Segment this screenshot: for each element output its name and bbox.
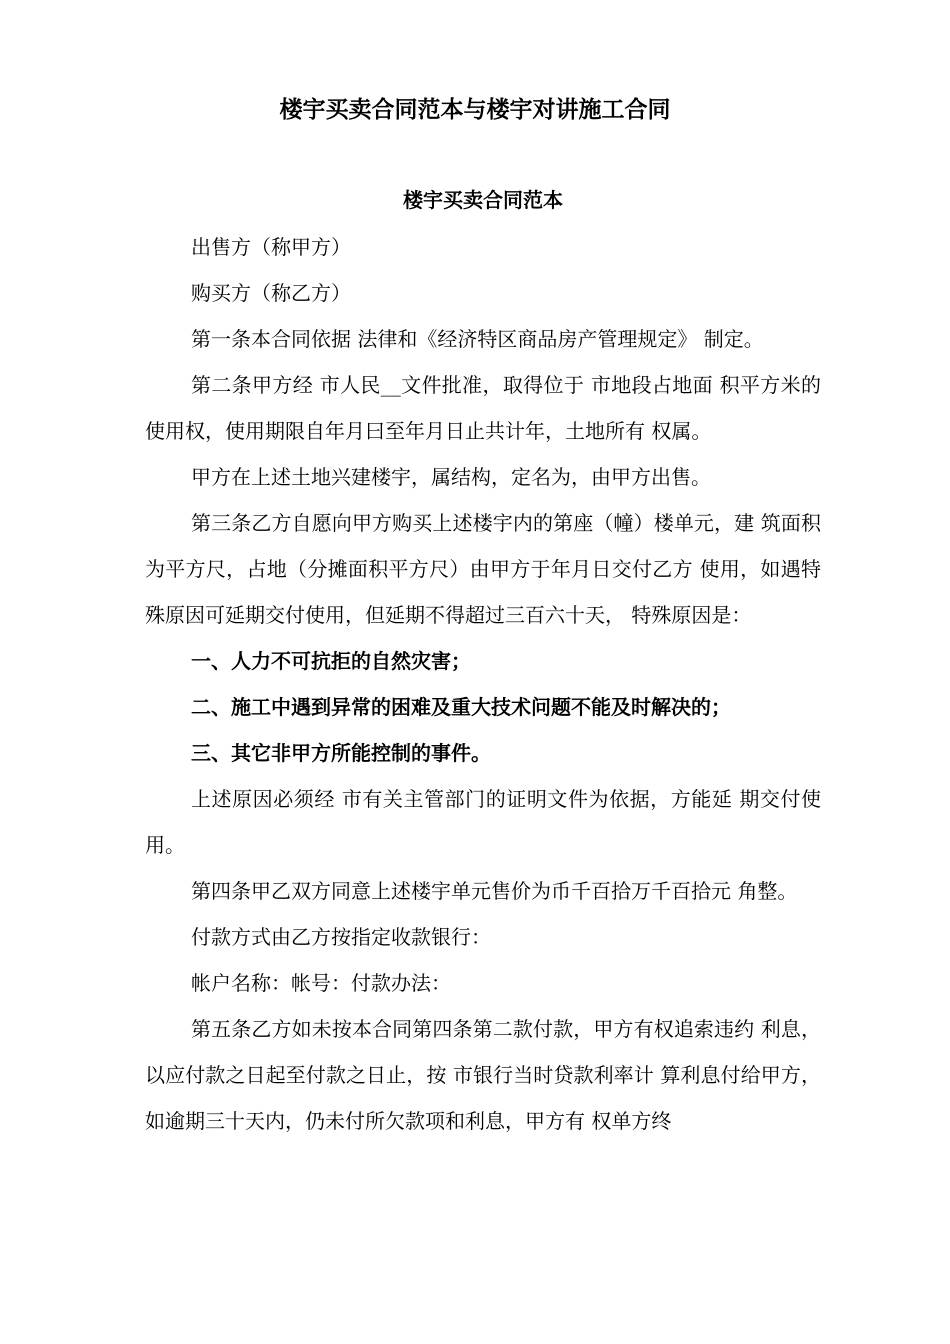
contract-paragraph: 第五条乙方如未按本合同第四条第二款付款，甲方有权追索违约 利息，以应付款之日起至付款之日止，按 市银行当时贷款利率计 算利息付给甲方，如逾期三十天内，仍未付所欠款项和利息，甲方有 权单方终: [145, 1017, 821, 1133]
section-title: 楼宇买卖合同范本: [403, 188, 563, 212]
contract-paragraph: 第四条甲乙双方同意上述楼宇单元售价为币千百拾万千百拾元 角整。: [191, 879, 798, 903]
contract-paragraph: 第二条甲方经 市人民__文件批准，取得位于 市地段占地面 积平方米的使用权，使用期限自年月曰至年月日止共计年，土地所有 权属。: [145, 373, 821, 443]
contract-paragraph: 帐户名称：帐号：付款办法：: [191, 971, 451, 995]
contract-paragraph: 付款方式由乙方按指定收款银行：: [191, 925, 491, 949]
contract-body: [145, 224, 821, 1144]
contract-paragraph: 第一条本合同依据 法律和《经济特区商品房产管理规定》 制定。: [191, 327, 764, 351]
contract-clause-item: 三、其它非甲方所能控制的事件。: [191, 741, 491, 765]
contract-paragraph: 出售方（称甲方）: [191, 235, 351, 259]
contract-clause-item: 一、人力不可抗拒的自然灾害；: [191, 649, 471, 673]
contract-clause-item: 二、施工中遇到异常的困难及重大技术问题不能及时解决的；: [191, 695, 731, 719]
contract-paragraph: 甲方在上述土地兴建楼宇，属结构，定名为，由甲方出售。: [191, 465, 711, 489]
contract-paragraph: 购买方（称乙方）: [191, 281, 351, 305]
document-title: 楼宇买卖合同范本与楼宇对讲施工合同: [279, 96, 671, 123]
contract-paragraph: 第三条乙方自愿向甲方购买上述楼宇内的第座（幢）楼单元，建 筑面积为平方尺，占地（分摊面积平方尺）由甲方于年月日交付乙方 使用，如遇特殊原因可延期交付使用，但延期不得超过三百六十天， 特殊原因是：: [145, 511, 821, 627]
contract-paragraph: 上述原因必须经 市有关主管部门的证明文件为依据，方能延 期交付使用。: [145, 787, 821, 857]
